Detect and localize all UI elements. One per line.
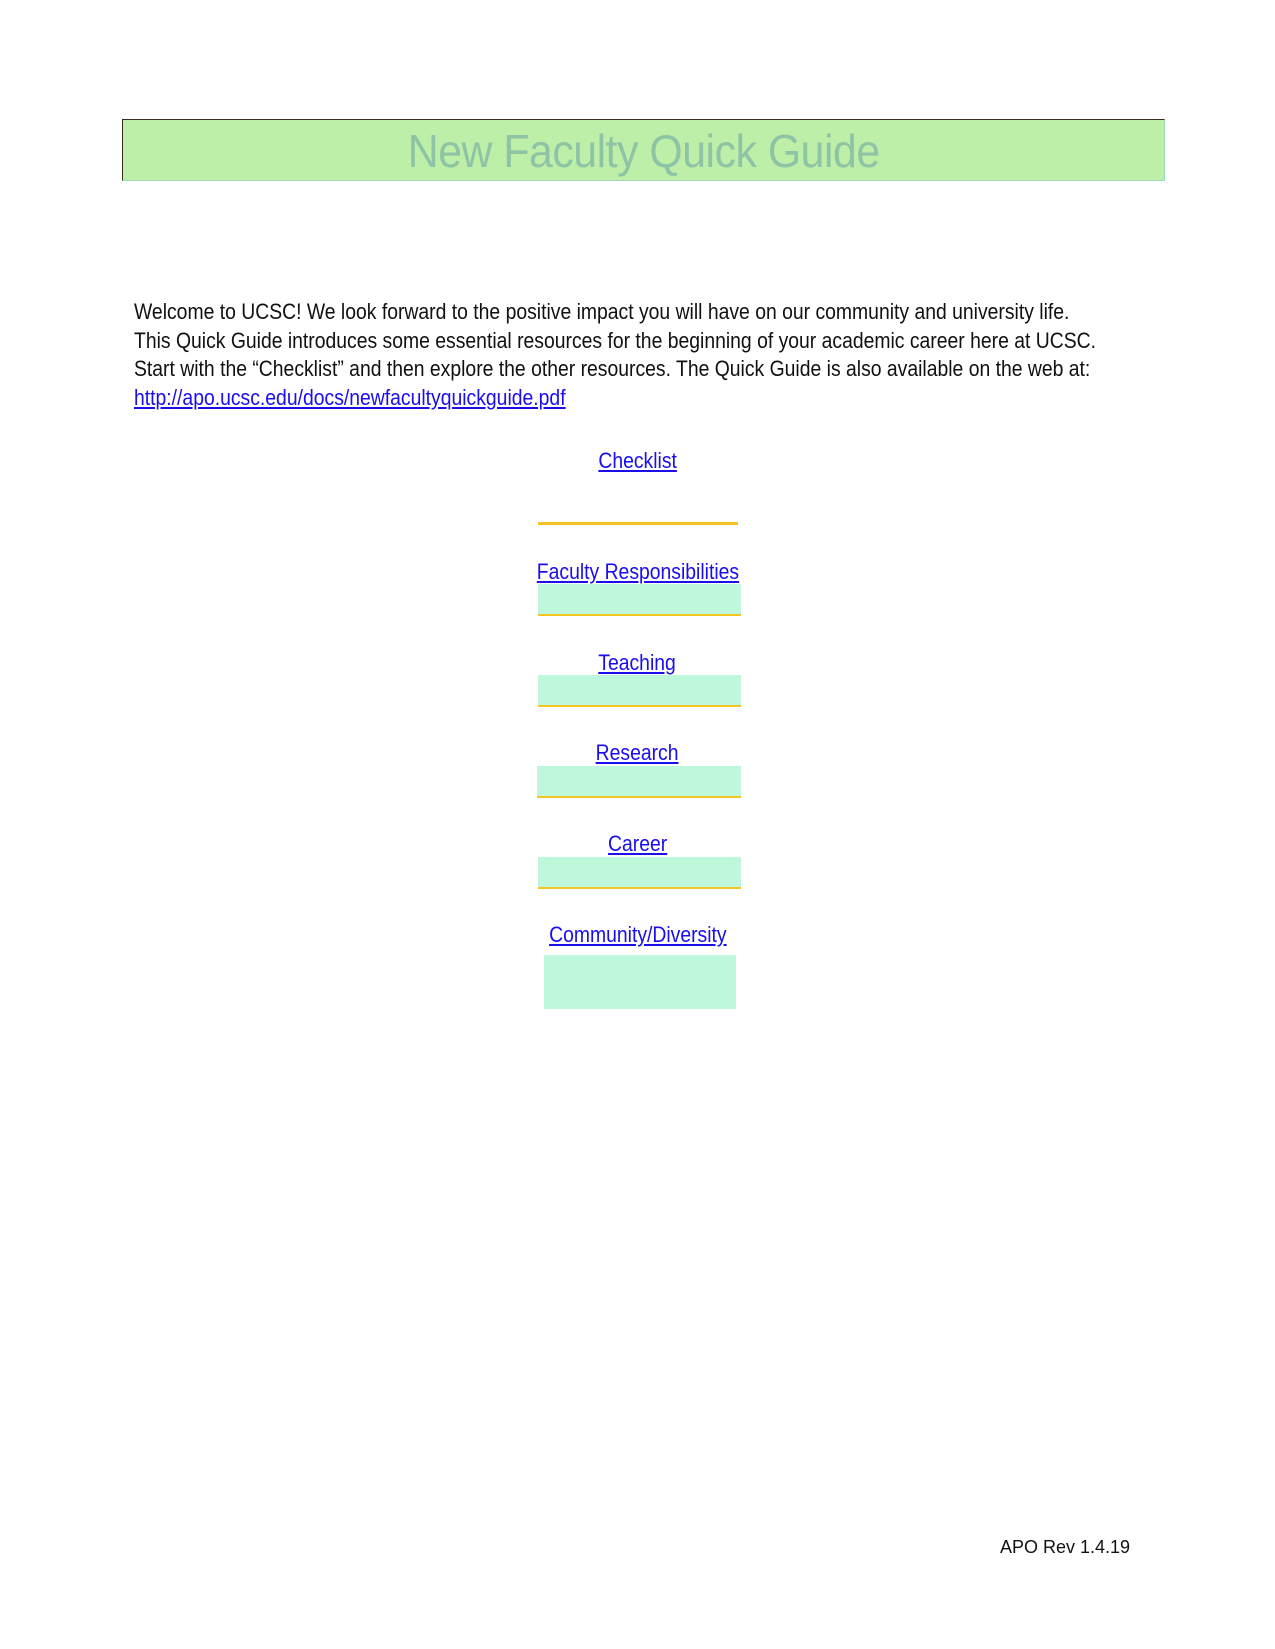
teaching-button-box[interactable] — [538, 675, 741, 707]
nav-item-teaching — [0, 650, 1275, 676]
checklist-link[interactable]: Checklist — [598, 448, 677, 473]
intro-line: Start with the “Checklist” and then explore the other resources. The Quick Guide is also available on the web at: — [134, 356, 1091, 381]
research-button-box[interactable] — [537, 766, 741, 798]
research-link[interactable]: Research — [596, 740, 679, 765]
faculty-responsibilities-link[interactable]: Faculty Responsibilities — [536, 559, 739, 584]
faculty-responsibilities-button-box[interactable] — [538, 584, 741, 616]
intro-line: Welcome to UCSC! We look forward to the positive impact you will have on our community and university life. — [134, 299, 1070, 324]
community-diversity-button-box[interactable] — [544, 955, 736, 1009]
checklist-underline-bar — [538, 522, 738, 525]
nav-item-community-diversity — [0, 922, 1275, 948]
community-diversity-link[interactable]: Community/Diversity — [548, 922, 727, 947]
quick-guide-pdf-link[interactable]: http://apo.ucsc.edu/docs/newfacultyquickguide.pdf — [134, 384, 566, 410]
nav-item-faculty-responsibilities — [0, 559, 1275, 585]
intro-line: This Quick Guide introduces some essential resources for the beginning of your academic career here at UCSC. — [134, 327, 1097, 353]
career-link[interactable]: Career — [607, 831, 668, 856]
career-button-box[interactable] — [538, 857, 741, 889]
teaching-link[interactable]: Teaching — [598, 650, 677, 675]
nav-item-checklist — [0, 448, 1275, 474]
revision-label: APO Rev 1.4.19 — [1000, 1537, 1131, 1557]
nav-item-career — [0, 831, 1275, 857]
page-title: New Faculty Quick Guide — [407, 125, 880, 177]
nav-item-research — [0, 740, 1275, 766]
title-banner — [122, 119, 1165, 181]
intro-paragraph — [134, 298, 1120, 412]
